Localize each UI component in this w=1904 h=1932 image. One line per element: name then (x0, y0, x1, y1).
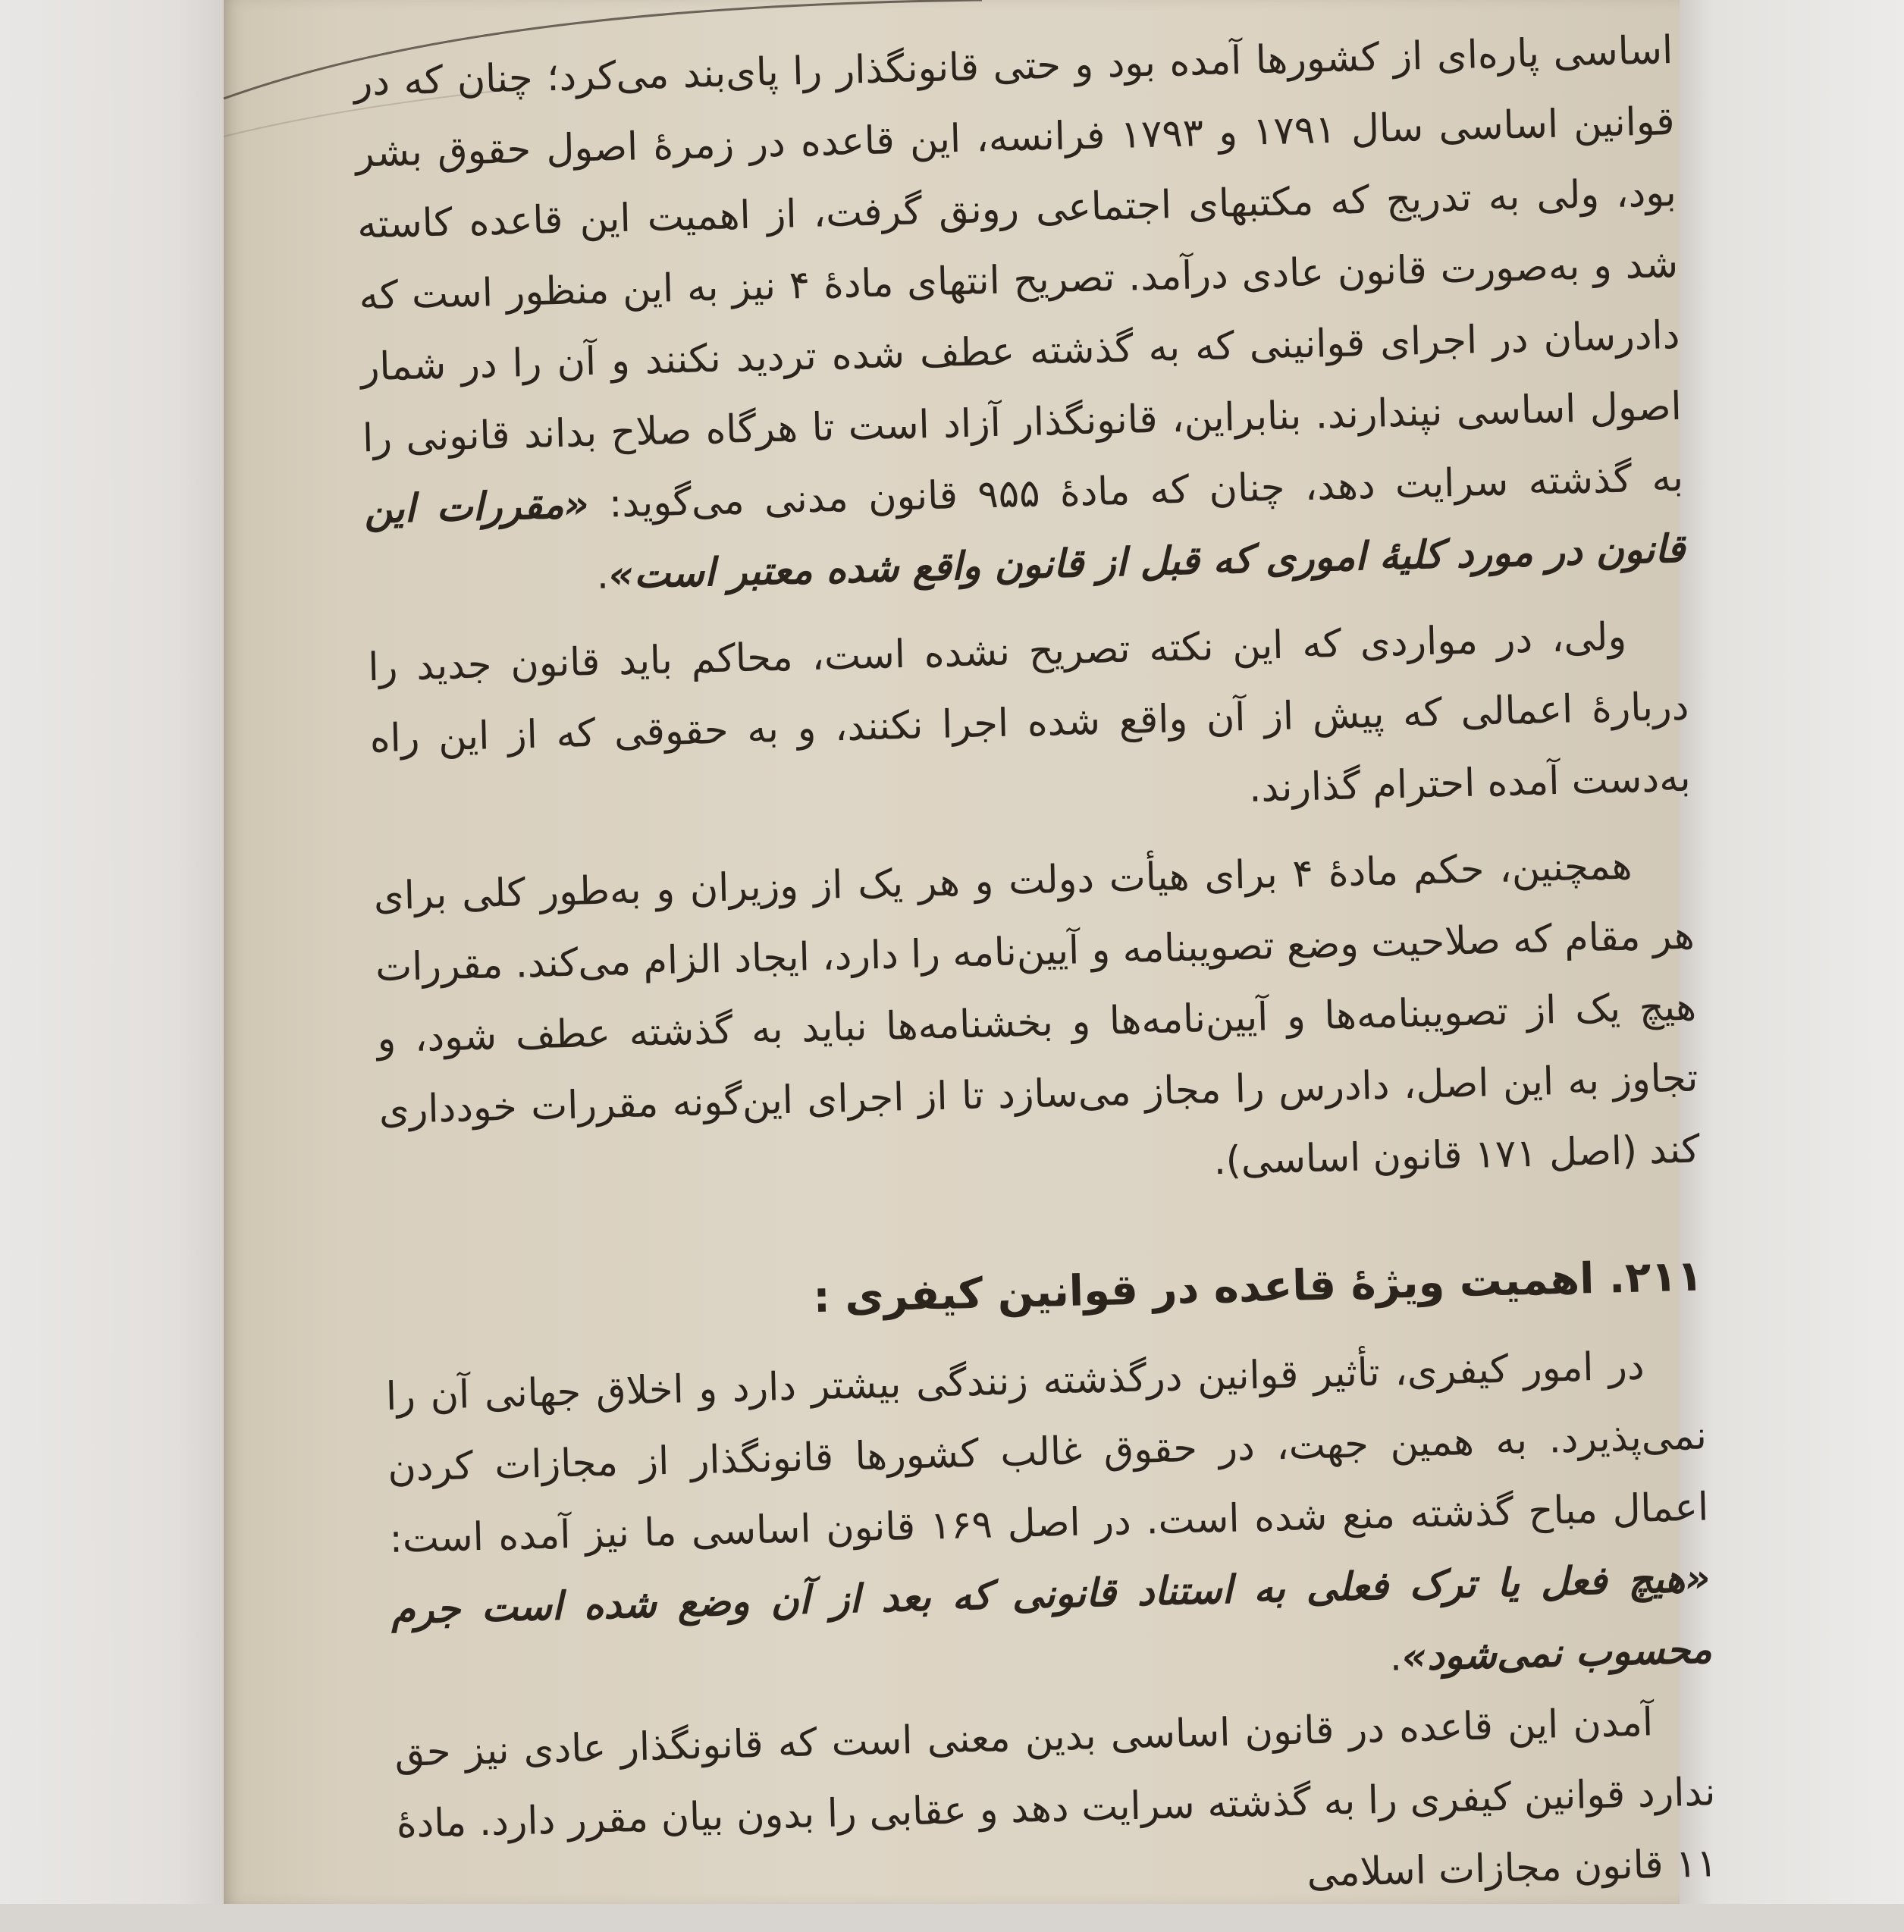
sentence-end: . (595, 553, 610, 598)
paragraph-3: همچنین، حکم مادهٔ ۴ برای هیأت دولت و هر یک از وزیران و به‌طور کلی برای هر مقام که صلاحیت وضع تصویبنامه و آیین‌نامه را دارد، ایجاد الزام می‌کند. مقررات هیچ یک از تصویبنامه‌ها و آیین‌نامه‌ها و بخشنامه‌ها نباید به گذشته عطف شود، و تجاوز به این اصل، دادرس را مجاز می‌سازد تا از اجرای این‌گونه مقررات خودداری کند (اصل ۱۷۱ قانون اساسی). (373, 843, 1701, 1184)
book-page (224, 0, 1718, 1904)
paragraph-continuation (353, 15, 1686, 617)
paragraph-4 (385, 1329, 1713, 1717)
section-title: اهمیت ویژهٔ قاعده در قوانین کیفری : (812, 1254, 1595, 1323)
section-heading (383, 1247, 1703, 1339)
right-background (1680, 0, 1904, 1904)
paragraph-text: اساسی پاره‌ای از کشورها آمده بود و حتی قانونگذار را پای‌بند می‌کرد؛ چنان که در قوانین اساسی سال ۱۷۹۱ و ۱۷۹۳ فرانسه، این قاعده در زمرهٔ اصول حقوق بشر بود، ولی به تدریج که مکتبهای اجتماعی رونق گرفت، از اهمیت این قاعده کاسته شد و به‌صورت قانون عادی درآمد. تصریح انتهای مادهٔ ۴ نیز به این منظور است که دادرسان در اجرای قوانینی که به گذشته عطف شده تردید نکنند و آن را در شمار اصول اساسی نپندارند. بنابراین، قانونگذار آزاد است تا هرگاه صلاح بداند قانونی را به گذشته سرایت دهد، چنان که مادهٔ ۹۵۵ قانون مدنی می‌گوید: (353, 27, 1684, 528)
paragraph-2: ولی، در مواردی که این نکته تصریح نشده است، محاکم باید قانون جدید را دربارهٔ اعمالی که پیش از آن واقع شده اجرا نکنند، و به حقوقی که از این راه به‌دست آمده احترام گذارند. (367, 614, 1692, 811)
left-background (0, 0, 224, 1904)
page-text (353, 15, 1718, 1927)
sentence-end: . (1388, 1635, 1403, 1680)
paragraph-text: در امور کیفری، تأثیر قوانین درگذشته زنندگی بیشتر دارد و اخلاق جهانی آن را نمی‌پذیرد. به همین جهت، در حقوق غالب کشورها قانونگذار از مجازات کردن اعمال مباح گذشته منع شده است. در اصل ۱۶۹ قانون اساسی ما نیز آمده است: (385, 1344, 1709, 1562)
quotation: «مقررات این قانون در مورد کلیهٔ اموری که قبل از قانون واقع شده معتبر است» (363, 482, 1686, 598)
quotation: «هیچ فعل یا ترک فعلی به استناد قانونی که بعد از آن وضع شده است جرم محسوب نمی‌شود» (391, 1556, 1713, 1680)
section-number: ۲۱۱. (1608, 1251, 1704, 1303)
paragraph-5: آمدن این قاعده در قانون اساسی بدین معنی است که قانونگذار عادی نیز حق ندارد قوانین کیفری را به گذشته سرایت دهد و عقابی را بدون بیان مقرر دارد. مادهٔ ۱۱ قانون مجازات اسلامی (394, 1700, 1718, 1896)
